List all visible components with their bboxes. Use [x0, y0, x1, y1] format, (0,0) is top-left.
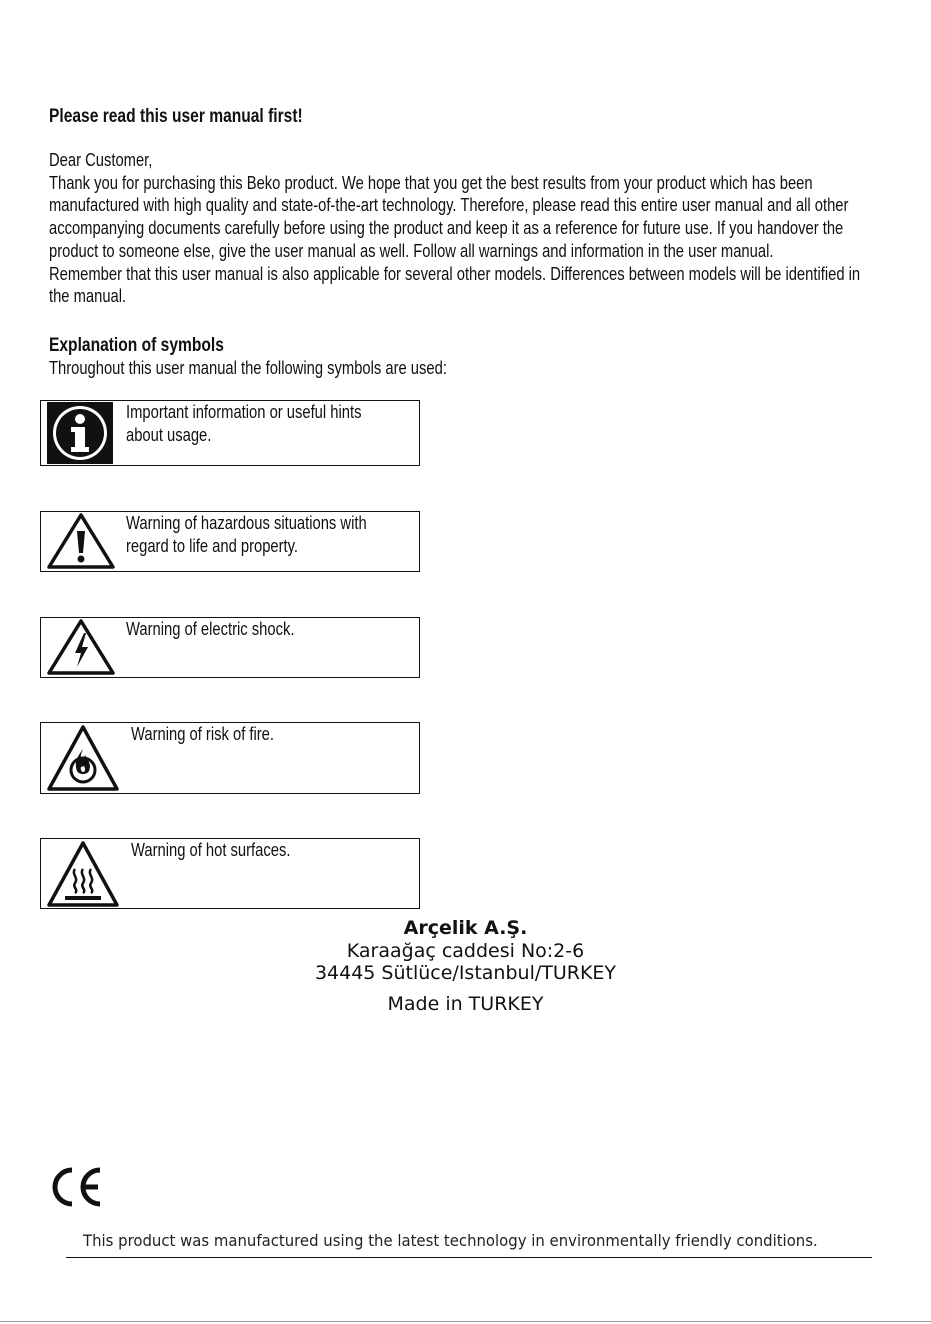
electric-shock-icon — [47, 619, 115, 680]
address-line-2: 34445 Sütlüce/Istanbul/TURKEY — [314, 962, 617, 984]
warning-icon — [47, 513, 115, 574]
symbol-box-hot — [40, 838, 420, 909]
symbol-text-fire: Warning of risk of fire. — [131, 724, 275, 744]
symbol-text-info: Important information or useful hints about usage. — [126, 402, 362, 445]
company-address — [0, 916, 931, 1015]
footer-divider — [66, 1257, 872, 1258]
symbol-text-electric: Warning of electric shock. — [126, 619, 295, 639]
symbol-text-warning: Warning of hazardous situations with regard to life and property. — [126, 513, 367, 556]
symbols-intro: Throughout this user manual the following symbols are used: — [49, 358, 447, 378]
footer-statement: This product was manufactured using the latest technology in environmentally friendly conditions. — [83, 1231, 818, 1250]
symbol-box-info — [40, 400, 420, 466]
info-icon — [47, 402, 113, 469]
symbol-box-warning — [40, 511, 420, 572]
page-bottom-edge — [0, 1321, 931, 1322]
ce-mark-icon — [50, 1166, 106, 1213]
symbol-box-electric — [40, 617, 420, 678]
intro-paragraph-2: Remember that this user manual is also applicable for several other models. Differences between models will be identified in the manual. — [49, 263, 861, 307]
intro-paragraph-1: Thank you for purchasing this Beko product. We hope that you get the best results from your product which has been manufactured with high quality and state-of-the-art technology. Therefore, please read this entire user manual and all other accompanying documents carefully before using the product and keep it as a reference for future use. If you handover the product to someone else, give the user manual as well. Follow all warnings and information in the user manual. — [49, 172, 849, 261]
address-line-1: Karaağaç caddesi No:2-6 — [346, 940, 585, 962]
company-name: Arçelik A.Ş. — [403, 917, 528, 939]
symbols-title: Explanation of symbols — [49, 335, 224, 356]
greeting: Dear Customer, — [49, 150, 153, 170]
symbol-box-fire — [40, 722, 420, 794]
page-heading: Please read this user manual first! — [49, 106, 303, 127]
hot-surface-icon — [47, 841, 119, 912]
symbol-text-hot: Warning of hot surfaces. — [131, 840, 291, 860]
intro-text — [49, 149, 877, 308]
fire-icon — [47, 725, 119, 796]
made-in: Made in TURKEY — [387, 993, 544, 1015]
